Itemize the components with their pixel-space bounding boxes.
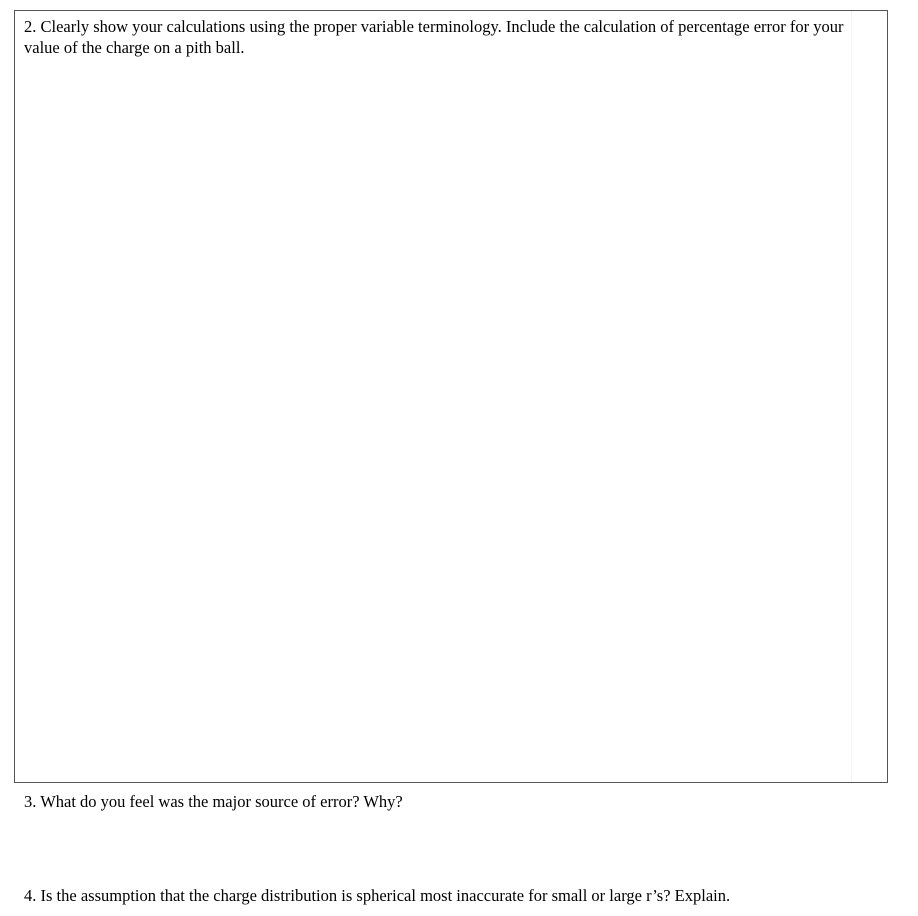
table-column-rule <box>851 11 852 782</box>
question-4-prompt: 4. Is the assumption that the charge distribution is spherical most inaccurate for small or large r’s? Explain. <box>24 886 731 905</box>
question-3-prompt: 3. What do you feel was the major source of error? Why? <box>24 792 403 811</box>
question-2-answer-box[interactable] <box>14 10 888 783</box>
question-2-prompt: 2. Clearly show your calculations using the proper variable terminology. Include the calculation of percentage error for your value of the charge on a pith ball. <box>24 17 844 57</box>
